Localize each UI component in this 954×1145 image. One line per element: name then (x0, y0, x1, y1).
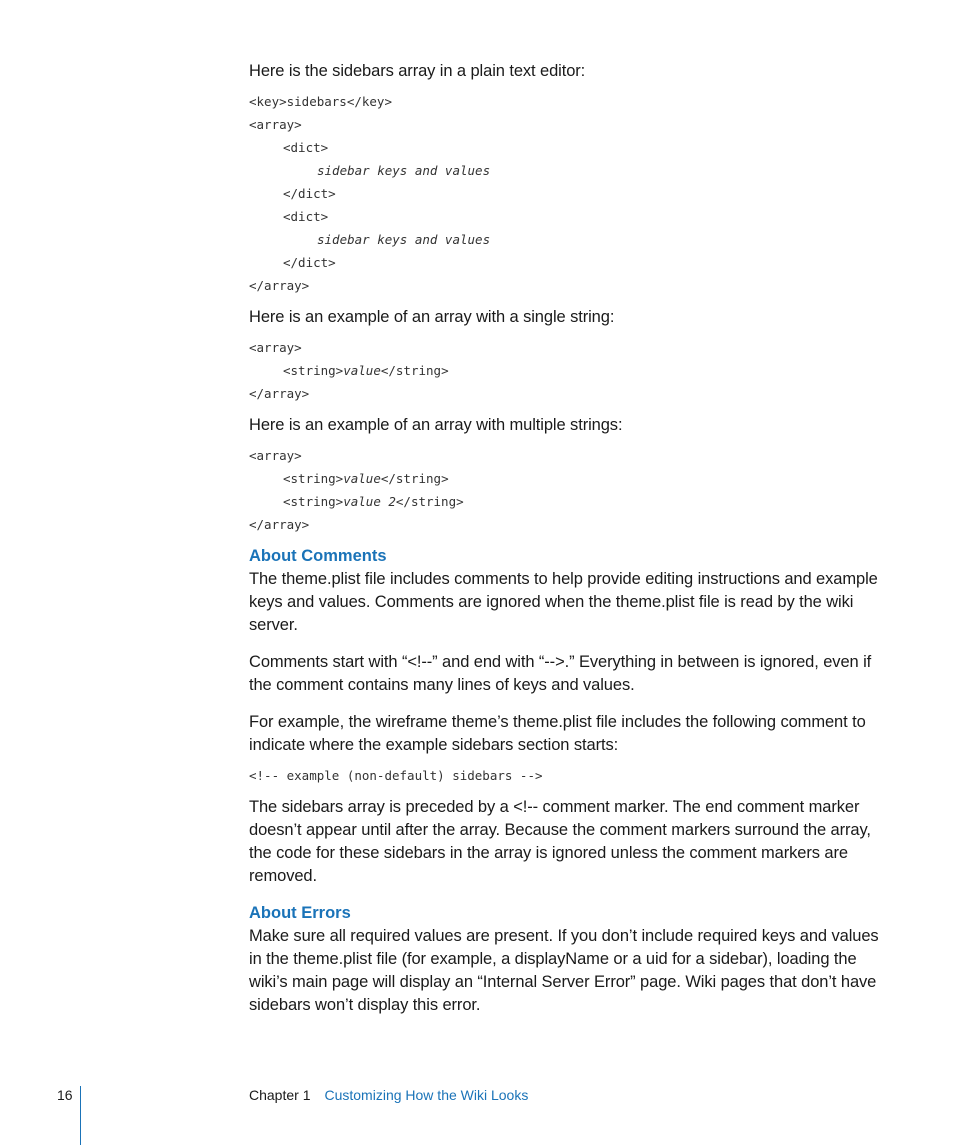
code-placeholder: value (343, 471, 381, 486)
code-line: <dict> (283, 140, 329, 155)
paragraph: The sidebars array is preceded by a <!-- comment marker. The end comment marker doesn’t appear until after the array. Because the comment markers surround the array, the code for these sidebars in the array is ignored unless the comment markers are removed. (249, 798, 871, 885)
code-line (249, 490, 879, 513)
intro-paragraph-sidebars: Here is the sidebars array in a plain text editor: (249, 62, 586, 80)
code-line: <key>sidebars</key> (249, 94, 392, 109)
code-placeholder: sidebar keys and values (317, 163, 491, 178)
code-placeholder: value (343, 363, 381, 378)
code-line: <dict> (283, 209, 329, 224)
code-line: <array> (249, 340, 302, 355)
code-block-single-string (249, 336, 879, 405)
code-line: <!-- example (non-default) sidebars --> (249, 768, 543, 783)
code-tag: <string> (283, 494, 344, 509)
code-line: </dict> (283, 186, 336, 201)
code-line: </array> (249, 278, 310, 293)
code-tag: <string> (283, 363, 344, 378)
code-block-sidebars (249, 90, 879, 297)
intro-paragraph-single-string: Here is an example of an array with a single string: (249, 308, 615, 326)
code-tag: <string> (283, 471, 344, 486)
code-line: </array> (249, 386, 310, 401)
code-tag: </string> (380, 471, 449, 486)
code-block-multiple-strings (249, 444, 879, 536)
code-block-comment (249, 764, 879, 787)
code-line: <array> (249, 117, 302, 132)
code-line (249, 359, 879, 382)
footer-chapter-info (249, 1087, 528, 1103)
code-line: </array> (249, 517, 310, 532)
code-placeholder: value 2 (343, 494, 396, 509)
intro-paragraph-multiple-strings: Here is an example of an array with multiple strings: (249, 416, 623, 434)
section-heading-about-errors: About Errors (249, 904, 351, 922)
chapter-title-link[interactable]: Customizing How the Wiki Looks (324, 1087, 529, 1103)
code-line (249, 228, 879, 251)
paragraph: Comments start with “<!--” and end with “-->.” Everything in between is ignored, even if the comment contains many lines of keys and values. (249, 653, 872, 694)
code-line: <array> (249, 448, 302, 463)
paragraph: Make sure all required values are present. If you don’t include required keys and values in the theme.plist file (for example, a displayName or a uid for a sidebar), loading the wiki’s main page will display an “Internal Server Error” page. Wiki pages that don’t have sidebars won’t display this error. (249, 927, 879, 1014)
code-line (249, 467, 879, 490)
chapter-label: Chapter 1 (249, 1087, 311, 1103)
paragraph: For example, the wireframe theme’s theme.plist file includes the following comment to indicate where the example sidebars section starts: (249, 713, 866, 754)
code-line (249, 159, 879, 182)
code-tag: </string> (395, 494, 464, 509)
page-content (249, 60, 879, 1017)
footer-divider (80, 1086, 81, 1145)
paragraph: The theme.plist file includes comments to help provide editing instructions and example keys and values. Comments are ignored when the theme.plist file is read by the wiki server. (249, 570, 878, 634)
code-line: </dict> (283, 255, 336, 270)
section-heading-about-comments: About Comments (249, 547, 387, 565)
code-placeholder: sidebar keys and values (317, 232, 491, 247)
code-tag: </string> (380, 363, 449, 378)
page-number: 16 (57, 1087, 73, 1103)
